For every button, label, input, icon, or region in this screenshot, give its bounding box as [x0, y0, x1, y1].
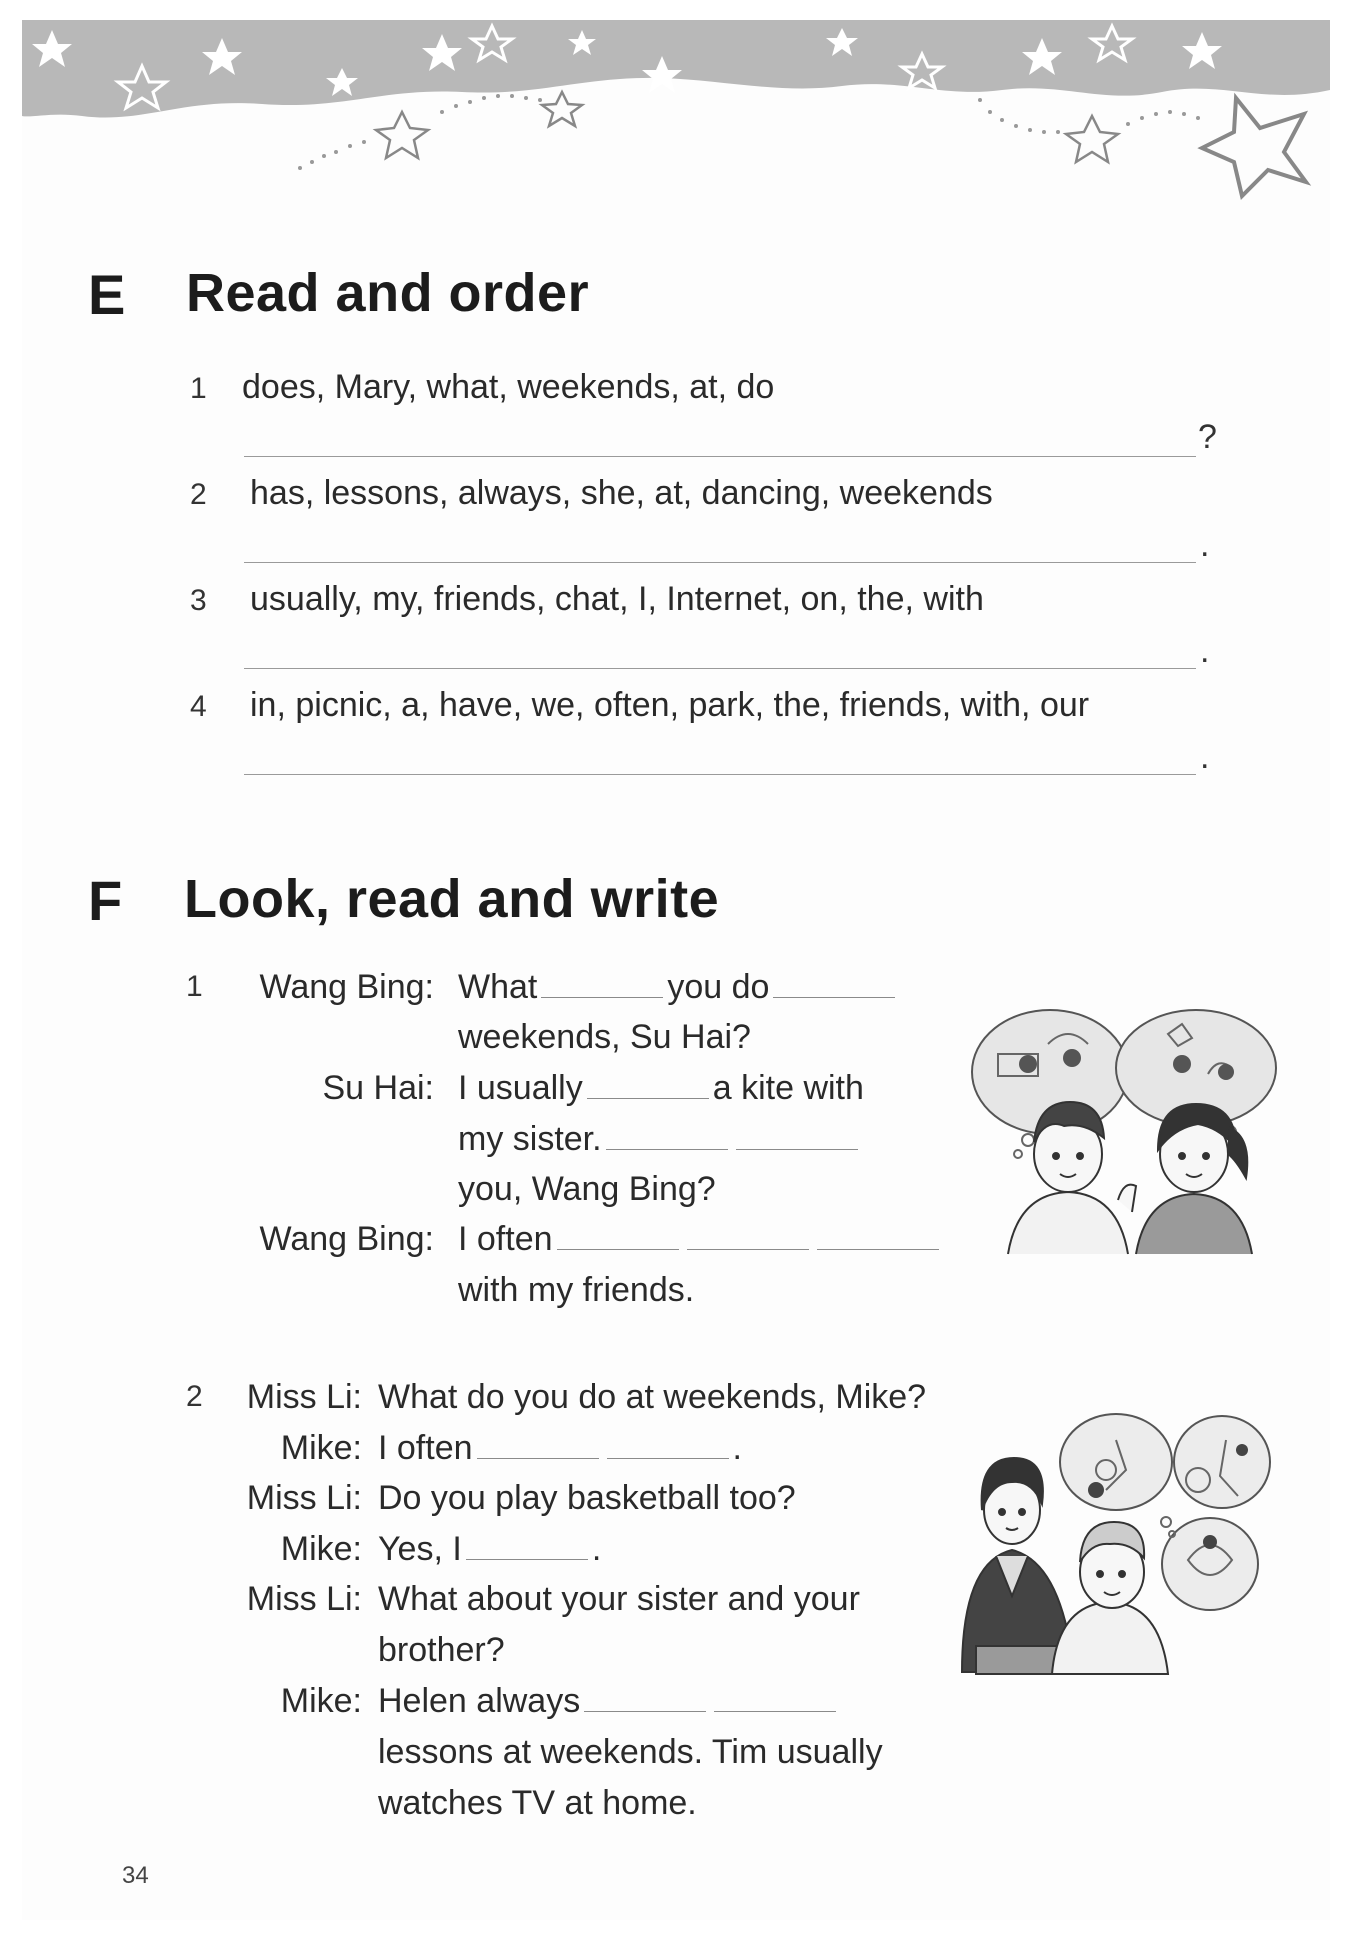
end-punctuation: . [1200, 632, 1210, 670]
speaker-label: Miss Li: [246, 1479, 362, 1517]
blank[interactable] [477, 1430, 599, 1459]
blank[interactable] [541, 969, 663, 998]
dialog-line: I often . [378, 1429, 742, 1467]
speaker-label: Wang Bing: [259, 968, 434, 1006]
dialog-line: Helen always [378, 1682, 840, 1721]
speaker-label: Mike: [280, 1429, 362, 1467]
dialog-number: 2 [186, 1380, 203, 1413]
speaker-label: Miss Li: [246, 1378, 362, 1416]
answer-line[interactable] [244, 456, 1196, 457]
section-e-letter: E [88, 263, 126, 326]
blank[interactable] [773, 969, 895, 998]
teacher-and-mike-illustration [956, 1410, 1276, 1680]
section-f-title: Look, read and write [184, 869, 720, 929]
section-f-letter: F [88, 869, 123, 932]
page-number: 34 [122, 1862, 149, 1889]
item-number: 1 [190, 372, 207, 405]
dialog-line: What do you do at weekends, Mike? [378, 1378, 927, 1416]
scrambled-words: usually, my, friends, chat, I, Internet, on, the, with [250, 580, 984, 618]
blank[interactable] [466, 1531, 588, 1560]
blank[interactable] [607, 1430, 729, 1459]
answer-line[interactable] [244, 774, 1196, 775]
dialog-line: lessons at weekends. Tim usually [378, 1733, 883, 1771]
scrambled-words: in, picnic, a, have, we, often, park, the, friends, with, our [250, 686, 1090, 724]
end-punctuation: . [1200, 738, 1210, 776]
scrambled-words: has, lessons, always, she, at, dancing, weekends [250, 474, 993, 512]
scrambled-words: does, Mary, what, weekends, at, do [242, 368, 775, 406]
speaker-label: Mike: [280, 1530, 362, 1568]
blank[interactable] [557, 1221, 679, 1250]
dialog-line: with my friends. [458, 1271, 695, 1309]
dialog-line: Do you play basketball too? [378, 1479, 796, 1517]
dialog-line: my sister. [458, 1120, 862, 1159]
dialog-line: I often [458, 1220, 943, 1259]
dialog-line: What about your sister and your [378, 1580, 860, 1618]
dialog-line: weekends, Su Hai? [458, 1018, 751, 1056]
dialog-line: I usually a kite with [458, 1069, 864, 1107]
speaker-label: Wang Bing: [259, 1220, 434, 1258]
dialog-number: 1 [186, 970, 203, 1003]
answer-line[interactable] [244, 562, 1196, 563]
blank[interactable] [606, 1121, 728, 1150]
speaker-label: Su Hai: [322, 1069, 434, 1107]
section-e-title: Read and order [186, 263, 590, 323]
blank[interactable] [714, 1683, 836, 1712]
dialog-line: Yes, I . [378, 1530, 602, 1568]
dialog-line: What you do [458, 968, 899, 1007]
item-number: 4 [190, 690, 207, 723]
end-punctuation: . [1200, 526, 1210, 564]
dialog-line: you, Wang Bing? [458, 1170, 716, 1208]
blank[interactable] [736, 1121, 858, 1150]
star-banner [22, 20, 1330, 210]
kids-thinking-illustration [968, 1004, 1280, 1260]
end-punctuation: ? [1198, 418, 1217, 456]
blank[interactable] [587, 1070, 709, 1099]
speaker-label: Mike: [280, 1682, 362, 1720]
dialog-line: watches TV at home. [378, 1784, 697, 1822]
speaker-label: Miss Li: [246, 1580, 362, 1618]
blank[interactable] [817, 1221, 939, 1250]
item-number: 2 [190, 478, 207, 511]
item-number: 3 [190, 584, 207, 617]
blank[interactable] [584, 1683, 706, 1712]
blank[interactable] [687, 1221, 809, 1250]
answer-line[interactable] [244, 668, 1196, 669]
dialog-line: brother? [378, 1631, 505, 1669]
